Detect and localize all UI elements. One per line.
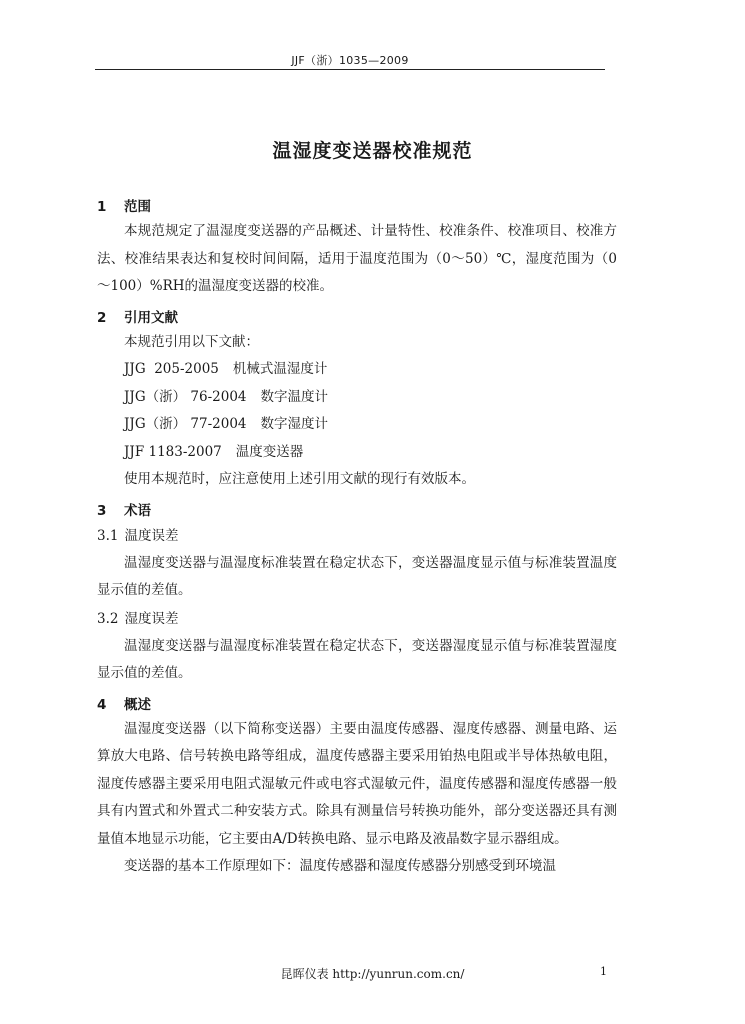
section-title: 术语 — [124, 502, 151, 519]
reference-code: JJG 205-2005 — [124, 361, 219, 377]
subsection-3-2-heading — [97, 605, 617, 633]
reference-item — [97, 356, 617, 384]
section-4-heading — [97, 694, 617, 716]
subsection-3-1-heading — [97, 522, 617, 550]
footer-text: 昆晖仪表 http://yunrun.com.cn/ — [280, 967, 465, 981]
subsection-number: 3.2 — [97, 610, 119, 627]
reference-code: JJG（浙） 76-2004 — [124, 388, 247, 405]
document-code-header: JJF（浙）1035—2009 — [291, 54, 409, 67]
reference-name: 温度变送器 — [235, 443, 304, 460]
overview-paragraph: 温湿度变送器（以下简称变送器）主要由温度传感器、湿度传感器、测量电路、运算放大电路、信号转换电路等组成，温度传感器主要采用铂热电阻或半导体热敏电阻，湿度传感器主要采用电阻式湿敏元件或电容式湿敏元件，温度传感器和湿度传感器一般具有内置式和外置式二种安装方式。除具有测量信号转换功能外，部分变送器还具有测量值本地显示功能，它主要由A/D转换电路、显示电路及液晶数字显示器组成。 — [97, 720, 617, 847]
subsection-title: 湿度误差 — [124, 610, 179, 627]
section-title: 概述 — [124, 696, 151, 713]
reference-name: 数字温度计 — [260, 388, 328, 405]
section-1-heading — [97, 196, 617, 218]
reference-item — [97, 439, 617, 467]
page-number: 1 — [600, 965, 607, 978]
header-divider — [95, 69, 605, 70]
section-number: 2 — [97, 309, 107, 326]
reference-name: 机械式温湿度计 — [232, 361, 328, 377]
reference-name: 数字湿度计 — [260, 416, 328, 432]
scope-paragraph: 本规范规定了温湿度变送器的产品概述、计量特性、校准条件、校准项目、校准方法、校准结果表达和复校时间间隔，适用于温度范围为（0～50）℃，湿度范围为（0～100）%RH的温湿度变送器的校准。 — [97, 223, 617, 294]
section-number: 1 — [97, 199, 107, 215]
section-3-heading — [97, 500, 617, 522]
working-principle-paragraph: 变送器的基本工作原理如下：温度传感器和湿度传感器分别感受到环境温 — [124, 858, 556, 874]
section-title: 引用文献 — [124, 309, 178, 326]
reference-item — [97, 384, 617, 412]
references-intro: 本规范引用以下文献： — [124, 333, 259, 350]
section-number: 4 — [97, 696, 107, 713]
section-title: 范围 — [124, 199, 151, 215]
temperature-error-definition: 温湿度变送器与温湿度标准装置在稳定状态下，变送器温度显示值与标准装置温度显示值的差值。 — [97, 554, 617, 598]
section-number: 3 — [97, 502, 107, 519]
subsection-title: 温度误差 — [124, 527, 179, 544]
reference-item — [97, 411, 617, 439]
reference-code: JJG（浙） 77-2004 — [124, 416, 247, 432]
humidity-error-definition: 温湿度变送器与温湿度标准装置在稳定状态下，变送器湿度显示值与标准装置湿度显示值的差值。 — [97, 637, 617, 681]
section-2-heading — [97, 307, 617, 329]
subsection-number: 3.1 — [97, 527, 119, 544]
references-outro: 使用本规范时，应注意使用上述引用文献的现行有效版本。 — [124, 471, 475, 487]
document-body — [97, 190, 617, 881]
reference-code: JJF 1183-2007 — [124, 443, 222, 460]
page-title: 温湿度变送器校准规范 — [272, 140, 473, 162]
